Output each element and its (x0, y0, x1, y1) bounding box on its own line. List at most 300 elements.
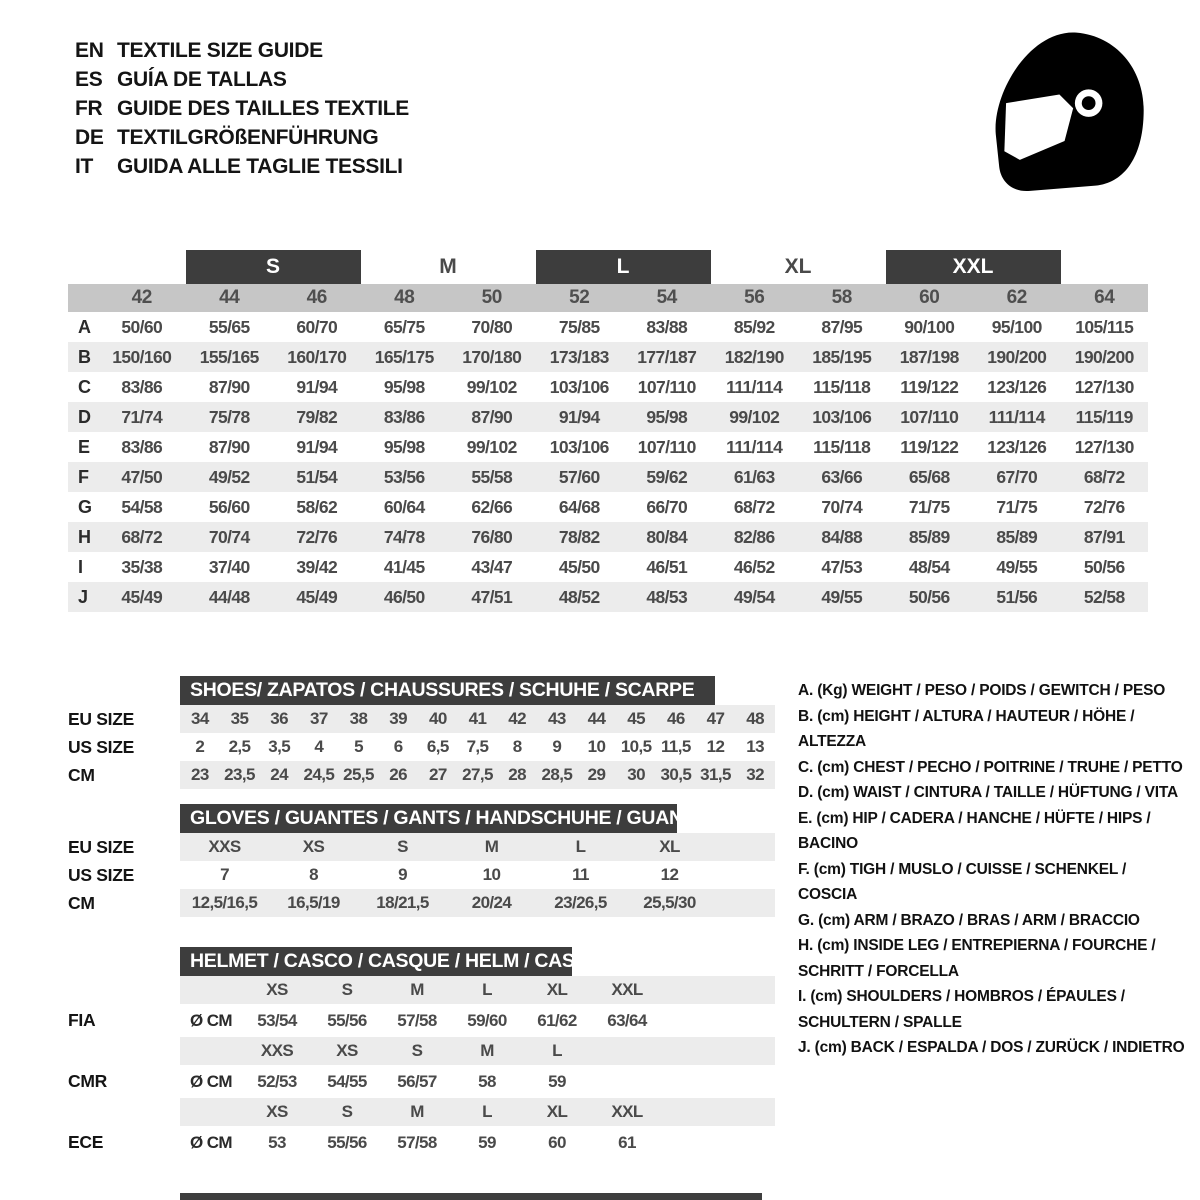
helmet-values-row-cmr (68, 1065, 775, 1098)
cell-value: 2 (195, 737, 205, 756)
measure-row-g (68, 492, 1148, 522)
row-band (180, 1037, 775, 1065)
measure-value: 95/98 (383, 437, 425, 457)
cell-value: 53/54 (257, 1011, 297, 1030)
helmet-size-label: M (410, 1102, 424, 1121)
legend-item-i: I. (cm) SHOULDERS / HOMBROS / ÉPAULES / SCHULTERN / SPALLE (798, 988, 1125, 1031)
measure-value: 165/175 (374, 347, 434, 367)
standard-label-cmr: CMR (68, 1071, 107, 1091)
cell-value: 39 (389, 709, 408, 728)
row-header-label: CM (68, 893, 95, 913)
guide-title-es: GUÍA DE TALLAS (117, 67, 287, 91)
measure-value: 127/130 (1074, 437, 1134, 457)
measure-value: 46/50 (383, 587, 425, 607)
helmet-size-label: XS (266, 1102, 288, 1121)
cell-value: 57/58 (397, 1133, 437, 1152)
measure-row-label: A (78, 317, 91, 337)
measure-value: 127/130 (1074, 377, 1134, 397)
legend-item-c: C. (cm) CHEST / PECHO / POITRINE / TRUHE / PETTO (798, 758, 1183, 776)
measure-value: 44/48 (208, 587, 250, 607)
measure-value: 55/58 (471, 467, 513, 487)
measure-value: 83/86 (383, 407, 425, 427)
measure-value: 66/70 (646, 497, 688, 517)
numeric-size-62: 62 (1006, 287, 1027, 308)
measure-value: 72/76 (296, 527, 338, 547)
unit-spacer (180, 976, 242, 1004)
guide-title-it: GUIDA ALLE TAGLIE TESSILI (117, 154, 403, 178)
cell-value: 8 (512, 737, 522, 756)
row-band (180, 1004, 775, 1037)
measure-value: 150/160 (112, 347, 172, 367)
measure-value: 50/56 (908, 587, 950, 607)
numeric-size-row (68, 284, 1148, 312)
measure-value: 85/89 (908, 527, 950, 547)
measure-value: 48/52 (558, 587, 600, 607)
standard-label-ece: ECE (68, 1132, 104, 1152)
cell-value: L (575, 837, 586, 856)
cell-value: 9 (398, 865, 407, 884)
cell-value: 42 (508, 709, 527, 728)
row-header-label: EU SIZE (68, 837, 134, 857)
measure-value: 71/74 (121, 407, 163, 427)
cell-value: 29 (587, 765, 606, 784)
measure-value: 35/38 (121, 557, 163, 577)
numeric-size-spacer (68, 284, 98, 312)
row-header-label (68, 976, 180, 1004)
measure-value: 49/55 (996, 557, 1038, 577)
measure-value: 51/56 (996, 587, 1038, 607)
cell-value: 40 (428, 709, 447, 728)
measure-value: 103/106 (549, 377, 609, 397)
cell-value: 48 (746, 709, 765, 728)
size-group-row (68, 250, 1148, 284)
cell-value: 31,5 (700, 765, 731, 784)
measure-value: 103/106 (549, 437, 609, 457)
measure-value: 75/78 (208, 407, 250, 427)
cell-value: 20/24 (471, 893, 512, 912)
measure-value: 60/64 (383, 497, 425, 517)
measure-value: 50/60 (121, 317, 163, 337)
row-band (180, 861, 775, 889)
cell-value: 11 (572, 865, 589, 884)
language-code: DE (75, 125, 104, 149)
numeric-size-54: 54 (656, 287, 677, 308)
row-band (180, 705, 775, 733)
language-row-fr (75, 94, 409, 123)
helmet-table (68, 947, 775, 1159)
cell-value: 37 (309, 709, 328, 728)
measure-row-h (68, 522, 1148, 552)
measure-value: 182/190 (724, 347, 784, 367)
cell-value: 10 (587, 737, 606, 756)
measure-value: 91/94 (296, 437, 338, 457)
measure-value: 85/92 (733, 317, 775, 337)
measure-row-a (68, 312, 1148, 342)
cell-value: 56/57 (397, 1072, 437, 1091)
measure-value: 45/49 (296, 587, 338, 607)
cell-value: 27 (428, 765, 447, 784)
gloves-row-eu-size (68, 833, 775, 861)
numeric-size-44: 44 (219, 287, 240, 308)
measure-value: 45/49 (121, 587, 163, 607)
measure-value: 99/102 (729, 407, 780, 427)
language-row-en (75, 36, 409, 65)
diameter-unit-label: Ø CM (190, 1011, 232, 1030)
cell-value: 3,5 (268, 737, 291, 756)
measure-row-i (68, 552, 1148, 582)
row-header-label: US SIZE (68, 737, 134, 757)
legend-list (798, 678, 1186, 1061)
cell-value: 44 (587, 709, 606, 728)
cell-value: 41 (468, 709, 487, 728)
measure-value: 37/40 (208, 557, 250, 577)
gloves-table-rows (68, 833, 775, 917)
measure-value: 85/89 (996, 527, 1038, 547)
cell-value: 55/56 (327, 1011, 367, 1030)
language-row-de (75, 123, 409, 152)
measure-value: 103/106 (812, 407, 872, 427)
gloves-row-cm (68, 889, 775, 917)
measure-value: 48/54 (908, 557, 950, 577)
measure-value: 177/187 (637, 347, 697, 367)
cell-value: 6,5 (426, 737, 449, 756)
measure-row-b (68, 342, 1148, 372)
cell-value: 61 (618, 1133, 636, 1152)
language-code: ES (75, 67, 103, 91)
measure-value: 63/66 (821, 467, 863, 487)
shoes-table-rows (68, 705, 775, 789)
helmet-sizes-row-cmr (68, 1037, 775, 1065)
row-header-label: EU SIZE (68, 709, 134, 729)
size-group-m: M (439, 255, 457, 278)
row-band (180, 1098, 775, 1126)
measure-value: 95/98 (646, 407, 688, 427)
measure-value: 99/102 (466, 377, 517, 397)
cell-value: 53 (268, 1133, 286, 1152)
helmet-size-label: S (411, 1041, 423, 1060)
numeric-size-58: 58 (831, 287, 852, 308)
cell-value: XL (659, 837, 680, 856)
legend-item-g: G. (cm) ARM / BRAZO / BRAS / ARM / BRACCIO (798, 911, 1140, 929)
helmet-values-row-ece (68, 1126, 775, 1159)
cell-value: 60 (548, 1133, 566, 1152)
cell-value: 46 (666, 709, 685, 728)
helmet-size-label: XL (546, 1102, 568, 1121)
measure-value: 55/65 (208, 317, 250, 337)
cell-value: 10,5 (620, 737, 652, 756)
measure-value: 187/198 (899, 347, 959, 367)
measure-value: 107/110 (900, 407, 959, 427)
helmet-sizes-row-fia (68, 976, 775, 1004)
row-band (180, 833, 775, 861)
cell-value: 5 (354, 737, 363, 756)
cell-value: 2,5 (228, 737, 251, 756)
gloves-table (68, 804, 775, 917)
row-header-label: US SIZE (68, 865, 134, 885)
cell-value: 11,5 (660, 737, 691, 756)
measure-value: 115/119 (1075, 407, 1133, 427)
numeric-size-60: 60 (919, 287, 940, 308)
measure-value: 111/114 (726, 377, 783, 397)
row-band (180, 733, 775, 761)
cell-value: 59 (548, 1072, 566, 1091)
measure-value: 59/62 (646, 467, 688, 487)
racing-helmet-icon (982, 26, 1154, 194)
measure-row-label: B (78, 347, 91, 367)
measure-value: 67/70 (996, 467, 1038, 487)
cell-value: XXS (208, 837, 241, 856)
measure-value: 115/118 (813, 377, 871, 397)
legend-item-a: A. (Kg) WEIGHT / PESO / POIDS / GEWITCH / PESO (798, 682, 1166, 699)
main-table-rows (68, 312, 1148, 612)
cell-value: 30 (627, 765, 646, 784)
helmet-values-row-fia (68, 1004, 775, 1037)
cell-value: 23,5 (224, 765, 255, 784)
legend-item-e: E. (cm) HIP / CADERA / HANCHE / HÜFTE / HIPS / BACINO (798, 809, 1151, 852)
cell-value: 6 (393, 737, 403, 756)
helmet-size-label: M (410, 980, 424, 999)
helmet-size-label: L (482, 980, 492, 999)
measure-value: 65/68 (908, 467, 950, 487)
shoes-row-cm (68, 761, 775, 789)
measure-value: 87/95 (821, 317, 863, 337)
language-code: EN (75, 38, 104, 62)
numeric-size-48: 48 (394, 287, 415, 308)
cell-value: 28,5 (541, 765, 573, 784)
measure-value: 87/90 (208, 437, 250, 457)
cell-value: 9 (552, 737, 562, 756)
size-group-s: S (186, 250, 361, 284)
size-group-xl: XL (784, 255, 812, 278)
numeric-size-46: 46 (306, 287, 327, 308)
row-band (180, 761, 775, 789)
measure-row-j (68, 582, 1148, 612)
numeric-size-64: 64 (1094, 287, 1115, 308)
measure-value: 170/180 (462, 347, 522, 367)
measure-value: 87/91 (1083, 527, 1125, 547)
measure-value: 80/84 (646, 527, 688, 547)
helmet-size-label: XXL (611, 1102, 643, 1121)
helmet-size-label: L (482, 1102, 492, 1121)
unit-spacer (180, 1098, 242, 1126)
cell-value (592, 1065, 662, 1098)
cell-value: 59 (478, 1133, 496, 1152)
cell-value: 63/64 (607, 1011, 647, 1030)
measure-value: 87/90 (471, 407, 513, 427)
measure-value: 46/51 (646, 557, 688, 577)
measure-value: 107/110 (637, 377, 696, 397)
cell-value: 12,5/16,5 (191, 893, 258, 912)
measure-value: 54/58 (121, 497, 163, 517)
measure-value: 50/56 (1083, 557, 1125, 577)
helmet-size-label: M (480, 1041, 494, 1060)
measure-row-d (68, 402, 1148, 432)
size-group-xxl: XXL (886, 250, 1061, 284)
measure-value: 48/53 (646, 587, 688, 607)
cell-value: 58 (478, 1072, 496, 1091)
measure-value: 82/86 (733, 527, 775, 547)
cell-value: 24,5 (303, 765, 335, 784)
measure-value: 87/90 (208, 377, 250, 397)
cell-value: 25,5/30 (643, 893, 696, 912)
numeric-size-56: 56 (744, 287, 765, 308)
cell-value: 23/26,5 (554, 893, 607, 912)
cell-value: 55/56 (327, 1133, 367, 1152)
measure-value: 68/72 (1083, 467, 1125, 487)
measure-value: 115/118 (813, 437, 871, 457)
helmet-size-label: S (341, 1102, 353, 1121)
row-band (180, 889, 775, 917)
helmet-standards (68, 976, 775, 1159)
measure-value: 111/114 (988, 407, 1045, 427)
measure-value: 53/56 (383, 467, 425, 487)
language-list (75, 36, 409, 181)
cell-value: 13 (746, 737, 765, 756)
helmet-size-label: XXS (260, 1041, 294, 1060)
measure-value: 90/100 (904, 317, 955, 337)
cell-value: S (397, 837, 408, 856)
measure-row-label: D (78, 407, 91, 427)
measure-value: 83/88 (646, 317, 688, 337)
measure-value: 70/74 (821, 497, 863, 517)
measure-value: 62/66 (471, 497, 513, 517)
measure-value: 47/50 (121, 467, 163, 487)
size-group-l: L (536, 250, 711, 284)
measure-value: 65/75 (383, 317, 425, 337)
diameter-unit-label: Ø CM (190, 1133, 232, 1152)
measure-value: 60/70 (296, 317, 338, 337)
measure-value: 78/82 (558, 527, 600, 547)
cell-value: 7,5 (466, 737, 489, 756)
measure-row-label: I (78, 557, 83, 577)
cell-value: 16,5/19 (287, 893, 340, 912)
measure-value: 52/58 (1083, 587, 1125, 607)
measure-value: 46/52 (733, 557, 775, 577)
measure-value: 105/115 (1075, 317, 1134, 337)
measure-value: 61/63 (733, 467, 775, 487)
measure-row-label: J (78, 587, 88, 607)
cell-value: 52/53 (257, 1072, 297, 1091)
helmet-table-title: HELMET / CASCO / CASQUE / HELM / CASCO (180, 947, 572, 976)
measure-value: 49/54 (733, 587, 775, 607)
measure-row-e (68, 432, 1148, 462)
helmet-size-label (592, 1037, 662, 1065)
cell-value: 7 (220, 865, 229, 884)
shoes-table-title: SHOES/ ZAPATOS / CHAUSSURES / SCHUHE / SCARPE (180, 676, 715, 705)
measure-value: 84/88 (821, 527, 863, 547)
cell-value: 35 (230, 709, 249, 728)
numeric-size-52: 52 (569, 287, 590, 308)
measure-value: 51/54 (296, 467, 338, 487)
legend-item-b: B. (cm) HEIGHT / ALTURA / HAUTEUR / HÖHE / ALTEZZA (798, 707, 1135, 750)
language-code: IT (75, 154, 94, 178)
measure-value: 39/42 (296, 557, 338, 577)
cell-value: M (484, 837, 499, 856)
measure-value: 83/86 (121, 437, 163, 457)
measure-value: 43/47 (471, 557, 513, 577)
measure-value: 123/126 (987, 437, 1047, 457)
numeric-size-42: 42 (131, 287, 152, 308)
helmet-size-label: XS (336, 1041, 358, 1060)
measure-value: 72/76 (1083, 497, 1125, 517)
gloves-row-us-size (68, 861, 775, 889)
measure-value: 47/53 (821, 557, 863, 577)
row-band (180, 1065, 775, 1098)
measure-value: 47/51 (471, 587, 513, 607)
helmet-size-label: S (341, 980, 353, 999)
cell-value: 10 (482, 865, 501, 884)
helmet-size-label: XXL (611, 980, 643, 999)
measure-row-c (68, 372, 1148, 402)
measure-value: 111/114 (726, 437, 783, 457)
cell-value: 8 (309, 865, 318, 884)
measure-value: 75/85 (558, 317, 600, 337)
guide-title-fr: GUIDE DES TAILLES TEXTILE (117, 96, 409, 120)
measure-value: 68/72 (121, 527, 163, 547)
next-section-cutoff-bar (180, 1193, 762, 1200)
language-row-it (75, 152, 409, 181)
measure-row-label: F (78, 467, 89, 487)
measure-value: 56/60 (208, 497, 250, 517)
cell-value: 47 (706, 709, 725, 728)
language-code: FR (75, 96, 103, 120)
legend-item-h: H. (cm) INSIDE LEG / ENTREPIERNA / FOURCHE / SCHRITT / FORCELLA (798, 937, 1156, 980)
measure-value: 160/170 (287, 347, 347, 367)
measure-value: 64/68 (558, 497, 600, 517)
cell-value: 54/55 (327, 1072, 367, 1091)
measure-value: 71/75 (908, 497, 950, 517)
textile-size-table (68, 250, 1148, 612)
measure-value: 74/78 (383, 527, 425, 547)
shoes-row-eu-size (68, 705, 775, 733)
measure-value: 70/74 (208, 527, 250, 547)
legend-item-d: D. (cm) WAIST / CINTURA / TAILLE / HÜFTUNG / VITA (798, 784, 1178, 801)
legend-item-f: F. (cm) TIGH / MUSLO / CUISSE / SCHENKEL / COSCIA (798, 860, 1127, 903)
measure-value: 58/62 (296, 497, 338, 517)
cell-value: 25,5 (343, 765, 374, 784)
measure-value: 79/82 (296, 407, 338, 427)
measure-value: 49/52 (208, 467, 250, 487)
measure-value: 91/94 (558, 407, 600, 427)
cell-value: 4 (314, 737, 324, 756)
cell-value: 61/62 (537, 1011, 577, 1030)
measure-value: 185/195 (812, 347, 872, 367)
helmet-size-label: XL (546, 980, 568, 999)
standard-label-fia: FIA (68, 1010, 96, 1030)
measure-value: 68/72 (733, 497, 775, 517)
measure-value: 83/86 (121, 377, 163, 397)
cell-value: 23 (190, 765, 209, 784)
measure-value: 41/45 (383, 557, 425, 577)
row-band (180, 976, 775, 1004)
cell-value: 38 (349, 709, 368, 728)
cell-value: 34 (190, 709, 209, 728)
measure-row-label: H (78, 527, 91, 547)
cell-value: 36 (270, 709, 289, 728)
cell-value: 12 (706, 737, 725, 756)
measure-value: 95/100 (991, 317, 1042, 337)
legend-item-j: J. (cm) BACK / ESPALDA / DOS / ZURÜCK / INDIETRO (798, 1039, 1185, 1056)
measure-row-label: G (78, 497, 92, 517)
measure-value: 45/50 (558, 557, 600, 577)
cell-value: 43 (547, 709, 566, 728)
cell-value: 57/58 (397, 1011, 437, 1030)
guide-title-en: TEXTILE SIZE GUIDE (117, 38, 323, 62)
measure-value: 173/183 (549, 347, 609, 367)
cell-value: XS (302, 837, 325, 856)
numeric-size-50: 50 (481, 287, 502, 308)
cell-value: 12 (660, 865, 679, 884)
